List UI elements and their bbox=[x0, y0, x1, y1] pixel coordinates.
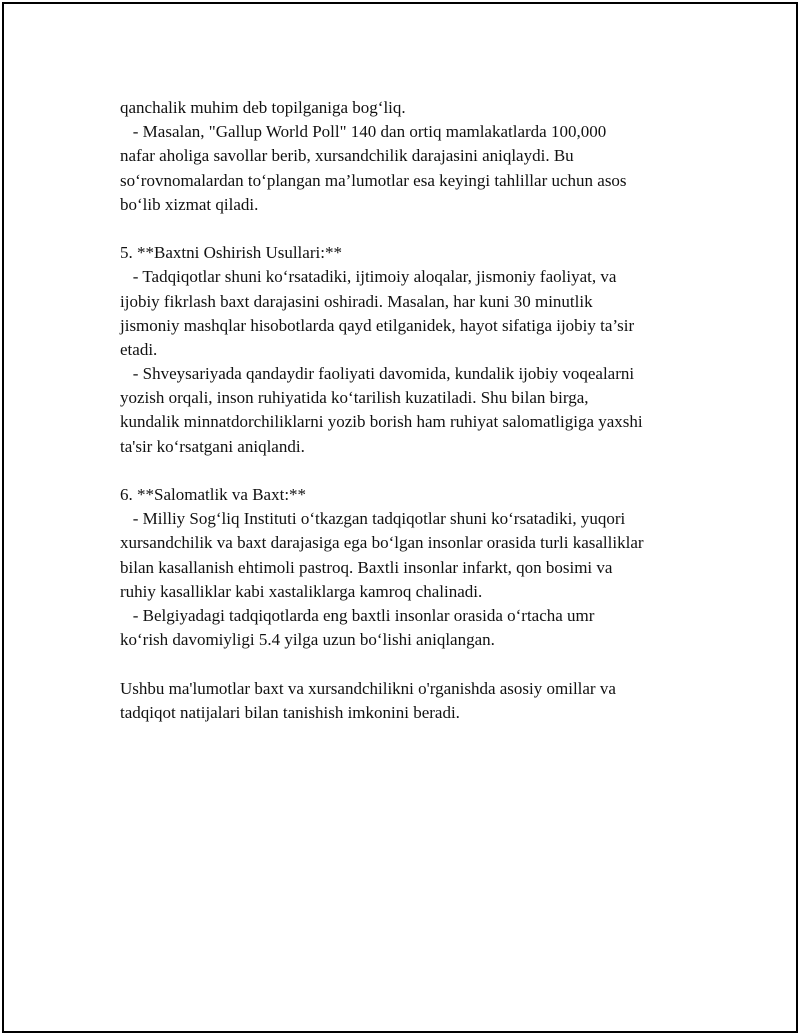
text-line: - Tadqiqotlar shuni ko‘rsatadiki, ijtimoiy aloqalar, jismoniy faoliyat, va bbox=[120, 267, 617, 287]
paragraph-gap bbox=[120, 459, 720, 483]
text-line: nafar aholiga savollar berib, xursandchilik darajasini aniqlaydi. Bu bbox=[120, 146, 574, 166]
text-line: - Milliy Sog‘liq Instituti o‘tkazgan tadqiqotlar shuni ko‘rsatadiki, yuqori bbox=[120, 509, 626, 529]
text-line: kundalik minnatdorchiliklarni yozib borish ham ruhiyat salomatligiga yaxshi bbox=[120, 412, 643, 432]
text-line: - Masalan, "Gallup World Poll" 140 dan ortiq mamlakatlarda 100,000 bbox=[120, 122, 607, 142]
document-page bbox=[2, 2, 798, 1033]
text-line: jismoniy mashqlar hisobotlarda qayd etilganidek, hayot sifatiga ijobiy ta’sir bbox=[120, 315, 635, 335]
text-line: so‘rovnomalardan to‘plangan ma’lumotlar esa keyingi tahlillar uchun asos bbox=[120, 170, 627, 190]
text-line: ruhiy kasalliklar kabi xastaliklarga kamroq chalinadi. bbox=[120, 581, 483, 601]
section-heading: 5. **Baxtni Oshirish Usullari:** bbox=[120, 243, 342, 263]
section-heading: 6. **Salomatlik va Baxt:** bbox=[120, 485, 307, 504]
text-line: ko‘rish davomiyligi 5.4 yilga uzun bo‘lishi aniqlangan. bbox=[120, 630, 495, 650]
text-line: etadi. bbox=[120, 339, 158, 359]
text-line: - Shveysariyada qandaydir faoliyati davomida, kundalik ijobiy voqealarni bbox=[120, 364, 635, 384]
text-line: xursandchilik va baxt darajasiga ega bo‘lgan insonlar orasida turli kasalliklar bbox=[120, 533, 644, 553]
text-line: Ushbu ma'lumotlar baxt va xursandchilikni o'rganishda asosiy omillar va bbox=[120, 678, 616, 698]
document-body bbox=[120, 96, 720, 725]
text-line: bilan kasallanish ehtimoli pastroq. Baxtli insonlar infarkt, qon bosimi va bbox=[120, 557, 613, 577]
text-line: ta'sir ko‘rsatgani aniqlandi. bbox=[120, 436, 305, 456]
text-line: tadqiqot natijalari bilan tanishish imkonini beradi. bbox=[120, 702, 460, 722]
paragraph-gap bbox=[120, 217, 720, 241]
text-line: qanchalik muhim deb topilganiga bog‘liq. bbox=[120, 98, 406, 117]
text-line: bo‘lib xizmat qiladi. bbox=[120, 194, 259, 214]
paragraph-gap bbox=[120, 652, 720, 676]
text-line: ijobiy fikrlash baxt darajasini oshiradi. Masalan, har kuni 30 minutlik bbox=[120, 291, 593, 311]
text-line: yozish orqali, inson ruhiyatida ko‘tarilish kuzatiladi. Shu bilan birga, bbox=[120, 388, 589, 408]
text-line: - Belgiyadagi tadqiqotlarda eng baxtli insonlar orasida o‘rtacha umr bbox=[120, 605, 595, 625]
